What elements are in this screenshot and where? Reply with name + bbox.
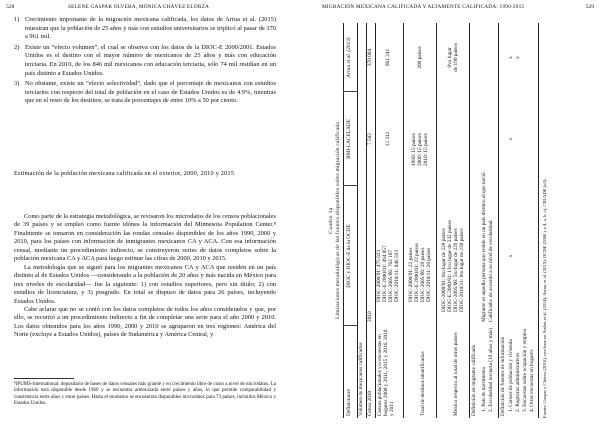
cell-mark: x [515,56,521,59]
table-title: Limitaciones metodológicas de las fuentes disponibles sobre migración calificada [335,122,341,319]
cell-censos-dioc: DIOC-2010/11: 846 593 [394,250,400,302]
row-mexico: México respecto al total de otros países [453,332,459,416]
cell-def-calif-2-text: Calificado: de acuerdo a su nivel de escolaridad. [488,219,494,322]
left-running-header: SELENE GASPAR OLVERA, MÓNICA CHÁVEZ ELORZA [68,4,210,10]
paragraph: La metodología que se siguió para los migrantes mexicanos CA y ACA que residen en un país distinto al de Estados Unidos —considerando a la población de 20 años y más nacida en México para tres niveles de escolaridad— fue la siguiente: 1) con estudios superiores, pero sin título; 2) con estudios de licenciatura, y 3) posgrado. En total se dispuso de datos para 26 países, incluyendo Estados Unidos. [14,263,276,305]
cell-censo-arrua: 370 004 [367,48,373,67]
paragraph: Cabe aclarar que no se contó con los datos completos de todos los años considerados y que, por ello, se recurrió a un procedimiento indirecto a fin de completar una serie para el año 2000 y 2010. Los datos obtenidos para los años 1990, 2000 y 2010 se agruparon en tres regiones: América del Norte (excluye a Estados Unidos), países de Sudamérica y América Central, y [14,305,276,339]
col-header-dioc: DIOC y DIOC-E de la OCDE [346,224,352,288]
cell-censos-arrua: 961 241 [385,48,391,67]
cell-mexico-dioc: DIOC-2000/01: 6to lugar de 228 países [441,228,447,312]
paragraph: Como parte de la estrategia metodológica, se revisaron los microdatos de los censos poblacionales de 39 países y se empleó como fuente idónea la información del Minnesota Population Center.⁸ Finalmente se tomaron en consideración las rondas censales disponibles de los años 1990, 2000 y 2010, para los países con información de inmigrantes mexicanos CA y ACA. Con esa información censal, mediante un procedimiento indirecto, se construyeron series de datos completos sobre la población mexicana CA y ACA para luego estimar las cifras de 2000, 2010 y 2015. [14,213,276,263]
left-page-number: 528 [6,4,15,10]
cell-def-calif-2: 2. Escolaridad terciaria (18 años y más) [488,328,494,412]
cell-destinos-dioc: DIOC-2010/11: 26 países [426,247,432,302]
cell-destinos-dioc: DIOC-2000/01: 22 países [408,247,414,302]
row-rule [375,23,376,418]
row-censos: Censos poblacionales y/o encuestas en [377,334,383,416]
footnote-rule [14,378,74,379]
left-page [6,0,292,431]
cell-fuente: 2. Registros administrativos [515,352,521,412]
right-page [304,0,598,431]
cell-fuente: 4. Otras encuestas en hogares [529,349,535,412]
cell-destinos-bmi: 2010: 15 países [423,133,429,166]
cell-fuente: 3. Encuestas sobre ocupación y empleo [522,328,528,412]
row-destinos: Total de destinos identificados [420,351,426,416]
cell-censos-dioc: DIOC-2000/01: 475 923 [376,249,382,302]
cell-censos-dioc: DIOC-2005/06: 762 187 [388,249,394,302]
row-def-fuentes: Definición de fuentes de información [500,336,506,416]
row-rule [498,23,499,418]
cell-destinos-dioc: DIOC-E 2000/01: 22 países [414,243,420,302]
section-title: Estimación de la población mexicana calificada en el exterior, 2000, 2010 y 2015 [14,170,235,177]
col-header-arrua: Arrua et al. (2013) [346,37,352,78]
cell-mark: x [508,254,514,258]
findings-list [14,16,276,108]
footnote: ⁸IPUMS-International: depositario de bases de datos censales más grande y en crecimiento libre de costo a nivel de microdatos. La información está disponible desde 1960 y se encuentra armonizada entre países y años, lo que permite comparabilidad y consistencia entre años y entre países. Hasta el momento se encuentran disponibles microdatos para 73 países, incluidos México y Estados Unidos. [14,382,276,407]
cell-mexico-arrua: 8vo lugar [447,47,453,68]
row-rule [366,23,367,418]
table-bottom-rule [538,23,539,418]
cell-mark: x [508,56,514,59]
row-rule [469,23,470,418]
cell-def-calif-1: 1. País de nacimiento [481,366,487,412]
table-top-rule [343,23,344,418]
row-rule [436,23,437,418]
cell-destinos-arrua: 208 países [417,46,423,69]
cell-fuente: 1. Censos de población y vivienda [508,339,514,412]
row-def-calificado: Definición de migrante calificado [471,344,477,416]
cell-mexico-dioc: DIOC-2010/11: 6to lugar de 230 países [459,228,465,312]
row-rule [403,23,404,418]
list-item: 2) Existe un “efecto volumen”, el cual se observa con los datos de la DIOC-E 2000/2001. Estados Unidos es el destino con el mayor número de mexicanos de 25 años y más con educación terciaria. En 2010, de los 846 mil mexicanos con educación terciaria, sólo 74 mil residían en un país distinto a Estados Unidos. [14,43,276,77]
cell-censo-dioc: 2010 [367,311,373,322]
cell-destinos-bmi: 2000: 15 países [417,133,423,166]
body-text [14,213,276,340]
cell-mexico-dioc: DIOC-2005/06: 5to lugar de 229 países [453,228,459,312]
cell-mexico-arrua: de 190 países [453,43,459,72]
cell-censos-bmi: 12 312 [385,131,391,147]
cell-mexico-dioc: DIOC-E 2000/01: 11vo lugar de 232 países [447,220,453,312]
table-source: Fuente: Gaspar y Chávez (2016), con base en Arslan et al. (2014); Arrua, et al. (2015); OCDE (2008 y e 4, a, b, c), CELADE (s/f). [542,178,547,418]
row-censo: Censo 2010 [367,390,373,416]
table-label: Cuadro 1a [328,207,334,234]
row-censos: y 2011 [389,401,395,416]
col-header-definiciones: Definiciones [346,388,352,416]
list-item: 3) No obstante, existe un “efecto selectividad”, dado que el porcentaje de mexicanos con estudios terciarios con respecto del total de población en el caso de Estados Unidos es de 4.9%, mientras que en el resto de los destinos, se trata de porcentajes de entre 10% a 50 por ciento. [14,80,276,105]
cell-censo-bmi: 7 502 [367,133,373,145]
cell-censos-dioc: DIOC-E 2000/01: 494 857 [382,245,388,302]
cell-destinos-bmi: 1990: 15 países [411,133,417,166]
cell-destinos-dioc: DIOC-2005/06: 28 países [420,247,426,302]
list-item: 1) Crecimiento importante de la migración mexicana calificada, los datos de Arrua et al. (2015) muestran que la población de 25 años y más con estudios universitarios se triplicó al pasar de 370 a 961 mil. [14,16,276,41]
cell-mark: x [508,137,514,141]
right-page-number: 529 [585,4,594,10]
row-censos: hogares 2000 y 2011, 2015 y 2016, 2010 [383,329,389,416]
row-volumen: Volumen de mexicanos calificados [358,342,364,416]
col-header-bmi: BMI-LACELADE [346,119,352,159]
rotated-table [326,23,578,418]
cell-def-calif-1-text: Migrante es aquella persona que reside en un país distinto al que nació. [481,171,487,322]
right-running-header: MIGRACIÓN MEXICANA CALIFICADA Y ALTAMENTE CALIFICADA: 1990-2015 [322,4,525,10]
